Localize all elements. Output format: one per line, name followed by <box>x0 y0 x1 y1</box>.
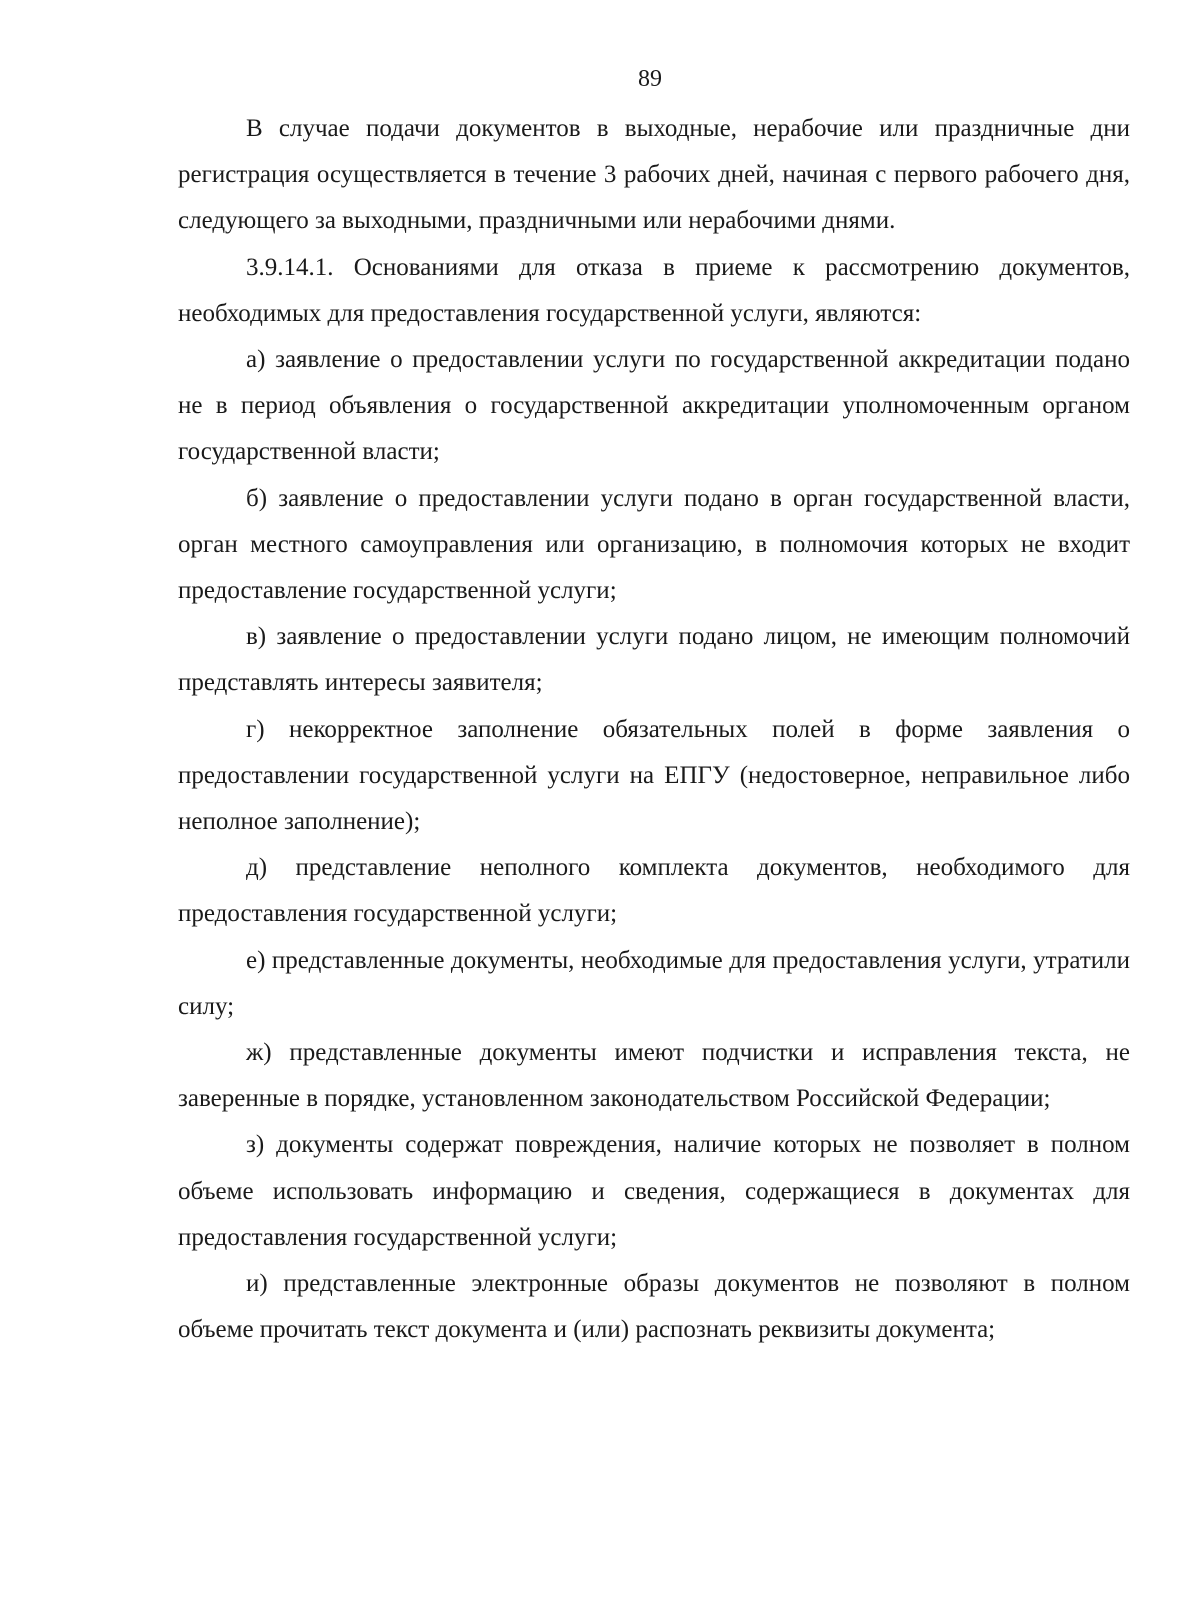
list-item-v: в) заявление о предоставлении услуги подано лицом, не имеющим полномочий представлять интересы заявителя; <box>178 623 1130 697</box>
paragraph-weekend-registration: В случае подачи документов в выходные, нерабочие или праздничные дни регистрация осуществляется в течение 3 рабочих дней, начиная с первого рабочего дня, следующего за выходными, праздничными или нерабочими днями. <box>178 115 1130 235</box>
list-item-d: д) представление неполного комплекта документов, необходимого для предоставления государственной услуги; <box>178 854 1130 928</box>
page-number: 89 <box>638 66 662 92</box>
list-item-a: а) заявление о предоставлении услуги по государственной аккредитации подано не в период объявления о государственной аккредитации уполномоченным органом государственной власти; <box>178 346 1130 466</box>
list-item-b: б) заявление о предоставлении услуги подано в орган государственной власти, орган местного самоуправления или организацию, в полномочия которых не входит предоставление государственной услуги; <box>178 484 1130 605</box>
paragraph-refusal-grounds: 3.9.14.1. Основаниями для отказа в приеме к рассмотрению документов, необходимых для предоставления государственной услуги, являются: <box>178 253 1130 327</box>
list-item-e: е) представленные документы, необходимые для предоставления услуги, утратили силу; <box>178 946 1130 1020</box>
list-item-z: з) документы содержат повреждения, наличие которых не позволяет в полном объеме использовать информацию и сведения, содержащиеся в документах для предоставления государственной услуги; <box>178 1131 1130 1251</box>
list-item-g: г) некорректное заполнение обязательных полей в форме заявления о предоставлении государственной услуги на ЕПГУ (недостоверное, неправильное либо неполное заполнение); <box>178 715 1130 836</box>
document-body <box>178 106 1130 1353</box>
list-item-zh: ж) представленные документы имеют подчистки и исправления текста, не заверенные в порядке, установленном законодательством Российской Федерации; <box>178 1039 1130 1113</box>
list-item-i: и) представленные электронные образы документов не позволяют в полном объеме прочитать текст документа и (или) распознать реквизиты документа; <box>178 1270 1130 1344</box>
